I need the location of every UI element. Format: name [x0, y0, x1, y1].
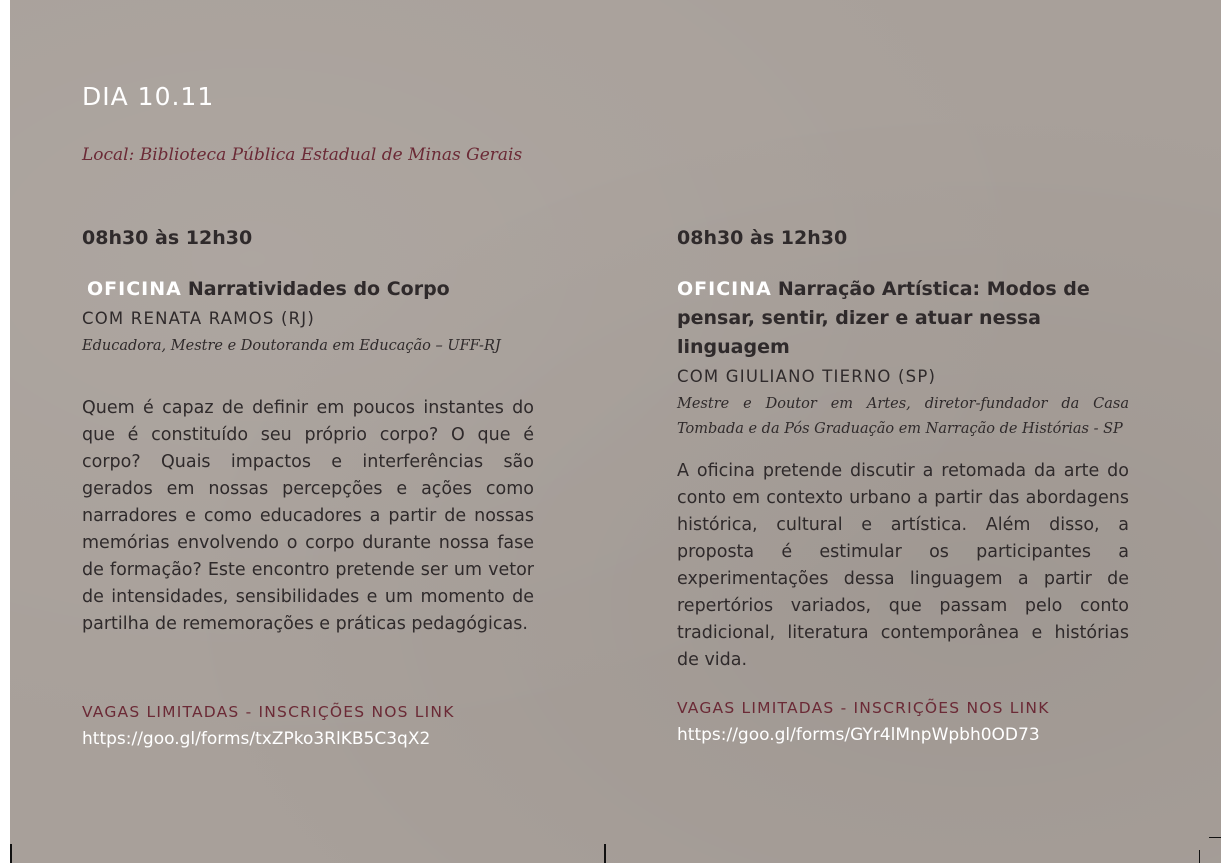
right-slots-label: VAGAS LIMITADAS - INSCRIÇÕES NOS LINK [677, 699, 1050, 717]
left-time: 08h30 às 12h30 [82, 227, 253, 249]
left-workshop-title-line [82, 275, 534, 304]
right-presenter: COM GIULIANO TIERNO (SP) [677, 367, 937, 386]
right-description: A oficina pretende discutir a retomada da arte do conto em contexto urbano a partir das abordagens histórica, cultural e artística. Além disso, a proposta é estimular os participantes a experimentações dessa linguagem a partir de repertórios variados, que passam pelo conto tradicional, literatura contemporânea e histórias de vida. [677, 461, 1129, 670]
flyer-page [10, 0, 1221, 863]
left-workshop-title: Narratividades do Corpo [187, 278, 450, 300]
right-workshop-tag: OFICINA [677, 278, 772, 300]
crop-mark-center [604, 844, 606, 863]
left-workshop-header [82, 275, 534, 359]
right-registration [677, 699, 1129, 745]
crop-mark-right-horizontal [1209, 837, 1221, 838]
left-registration [82, 703, 534, 749]
left-workshop-tag: OFICINA [87, 278, 182, 300]
left-registration-link[interactable]: https://goo.gl/forms/txZPko3RlKB5C3qX2 [82, 729, 431, 749]
crop-mark-right [1199, 850, 1200, 863]
day-title: DIA 10.11 [82, 82, 215, 111]
right-workshop-header [677, 275, 1129, 442]
left-bio: Educadora, Mestre e Doutoranda em Educação – UFF-RJ [82, 338, 501, 354]
crop-mark-left [10, 844, 12, 863]
right-workshop-title-line [677, 275, 1129, 362]
right-time: 08h30 às 12h30 [677, 227, 848, 249]
left-slots-label: VAGAS LIMITADAS - INSCRIÇÕES NOS LINK [82, 703, 455, 721]
right-registration-link[interactable]: https://goo.gl/forms/GYr4lMnpWpbh0OD73 [677, 725, 1040, 745]
venue-label: Local: Biblioteca Pública Estadual de Minas Gerais [82, 145, 523, 165]
left-presenter: COM RENATA RAMOS (RJ) [82, 309, 315, 328]
right-bio: Mestre e Doutor em Artes, diretor-fundador da Casa Tombada e da Pós Graduação em Narração de Histórias - SP [677, 396, 1129, 437]
right-workshop-title: Narração Artística: Modos de pensar, sentir, dizer e atuar nessa linguagem [677, 278, 1090, 358]
left-description: Quem é capaz de definir em poucos instantes do que é constituído seu próprio corpo? O que é corpo? Quais impactos e interferências são gerados em nossas percepções e ações como narradores e como educadores a partir de nossas memórias envolvendo o corpo durante nossa fase de formação? Este encontro pretende ser um vetor de intensidades, sensibilidades e um momento de partilha de rememorações e práticas pedagógicas. [82, 398, 534, 634]
